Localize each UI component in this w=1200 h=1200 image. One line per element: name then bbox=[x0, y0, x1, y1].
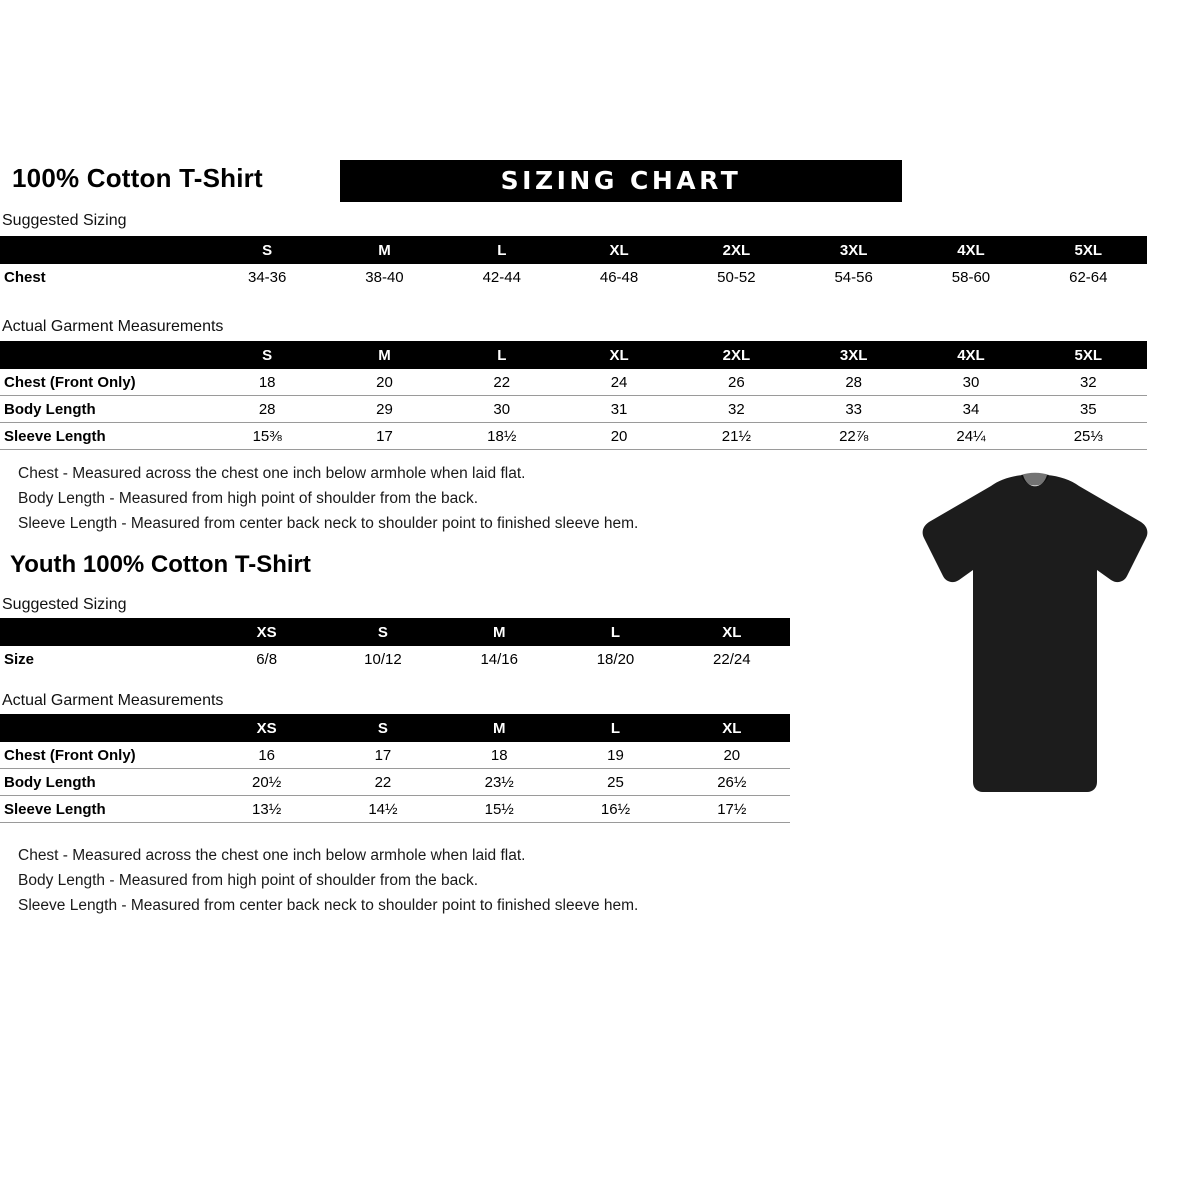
t-shirt-icon bbox=[895, 470, 1175, 810]
table-cell: 20½ bbox=[209, 769, 325, 796]
table-cell: 10/12 bbox=[364, 650, 402, 668]
row-label: Chest bbox=[4, 268, 46, 286]
table-cell: 17 bbox=[326, 423, 443, 450]
column-header: S bbox=[325, 714, 441, 742]
table-cell: 29 bbox=[326, 396, 443, 423]
note-line: Chest - Measured across the chest one inch below armhole when laid flat. bbox=[18, 465, 526, 482]
table-cell: 22/24 bbox=[713, 650, 751, 668]
row-label: Sleeve Length bbox=[0, 796, 209, 823]
column-header bbox=[0, 714, 209, 742]
table-cell: 22 bbox=[325, 769, 441, 796]
table-cell: 24 bbox=[560, 369, 677, 396]
table-cell: 21½ bbox=[678, 423, 795, 450]
column-header: L bbox=[557, 618, 673, 646]
table-row bbox=[0, 423, 1147, 450]
table-cell: 34-36 bbox=[247, 268, 287, 286]
note-line: Sleeve Length - Measured from center back neck to shoulder point to finished sleeve hem. bbox=[18, 897, 639, 914]
note-line: Body Length - Measured from high point of shoulder from the back. bbox=[18, 490, 479, 507]
row-label: Sleeve Length bbox=[0, 423, 209, 450]
adult-suggested-sizing-table bbox=[0, 236, 1147, 290]
table-cell: 35 bbox=[1030, 396, 1147, 423]
column-header: 5XL bbox=[1030, 341, 1147, 369]
column-header: M bbox=[441, 714, 557, 742]
table-cell: 25 bbox=[557, 769, 673, 796]
table-cell: 34 bbox=[912, 396, 1029, 423]
column-header: 3XL bbox=[795, 236, 912, 264]
youth-section-title: Youth 100% Cotton T-Shirt bbox=[10, 551, 311, 578]
column-header: S bbox=[209, 341, 326, 369]
table-cell: 62-64 bbox=[1069, 268, 1108, 286]
table-row bbox=[0, 646, 790, 672]
column-header bbox=[0, 236, 209, 264]
table-cell: 54-56 bbox=[834, 268, 873, 286]
youth-actual-measurements-table bbox=[0, 714, 790, 823]
table-cell: 15⅜ bbox=[209, 423, 326, 450]
table-cell: 16½ bbox=[557, 796, 673, 823]
column-header: XL bbox=[560, 236, 677, 264]
column-header: M bbox=[326, 341, 443, 369]
column-header: L bbox=[443, 341, 560, 369]
table-header-row bbox=[0, 341, 1147, 369]
table-cell: 30 bbox=[443, 396, 560, 423]
column-header bbox=[0, 618, 209, 646]
table-cell: 42-44 bbox=[482, 268, 521, 286]
adult-actual-measurements-table bbox=[0, 341, 1147, 450]
youth-measurement-notes bbox=[18, 843, 638, 918]
sizing-chart-banner bbox=[340, 160, 902, 202]
table-cell: 14/16 bbox=[480, 650, 518, 668]
table-cell: 31 bbox=[560, 396, 677, 423]
note-line: Sleeve Length - Measured from center back neck to shoulder point to finished sleeve hem. bbox=[18, 515, 639, 532]
table-cell: 13½ bbox=[209, 796, 325, 823]
table-cell: 6/8 bbox=[256, 650, 278, 668]
table-cell: 26½ bbox=[674, 769, 790, 796]
table-cell: 22⅞ bbox=[795, 423, 912, 450]
table-header-row bbox=[0, 618, 790, 646]
table-row bbox=[0, 369, 1147, 396]
adult-section-title: 100% Cotton T-Shirt bbox=[12, 163, 263, 193]
column-header: S bbox=[325, 618, 441, 646]
sizing-chart-banner-label: SIZING CHART bbox=[500, 166, 742, 195]
table-cell: 18/20 bbox=[596, 650, 635, 668]
column-header: 3XL bbox=[795, 341, 912, 369]
column-header: 5XL bbox=[1030, 236, 1147, 264]
table-cell: 30 bbox=[912, 369, 1029, 396]
adult-suggested-sizing-label: Suggested Sizing bbox=[2, 212, 127, 229]
column-header: XL bbox=[560, 341, 677, 369]
column-header: XL bbox=[674, 618, 790, 646]
table-cell: 18 bbox=[441, 742, 557, 769]
table-cell: 17 bbox=[325, 742, 441, 769]
row-label: Body Length bbox=[0, 396, 209, 423]
table-row bbox=[0, 796, 790, 823]
table-cell: 14½ bbox=[325, 796, 441, 823]
table-cell: 46-48 bbox=[599, 268, 639, 286]
table-cell: 38-40 bbox=[365, 268, 404, 286]
table-cell: 15½ bbox=[441, 796, 557, 823]
table-cell: 28 bbox=[209, 396, 326, 423]
column-header: 4XL bbox=[912, 236, 1029, 264]
table-row bbox=[0, 264, 1147, 290]
table-cell: 25⅓ bbox=[1030, 423, 1147, 450]
table-cell: 33 bbox=[795, 396, 912, 423]
table-row bbox=[0, 396, 1147, 423]
youth-suggested-sizing-label: Suggested Sizing bbox=[2, 596, 127, 613]
column-header: S bbox=[209, 236, 326, 264]
table-cell: 32 bbox=[678, 396, 795, 423]
table-cell: 23½ bbox=[441, 769, 557, 796]
column-header: XS bbox=[209, 618, 325, 646]
table-row bbox=[0, 769, 790, 796]
row-label: Chest (Front Only) bbox=[0, 742, 209, 769]
table-cell: 32 bbox=[1030, 369, 1147, 396]
table-cell: 20 bbox=[326, 369, 443, 396]
column-header: XS bbox=[209, 714, 325, 742]
table-cell: 24¼ bbox=[912, 423, 1029, 450]
column-header: M bbox=[441, 618, 557, 646]
column-header: 4XL bbox=[912, 341, 1029, 369]
t-shirt-illustration bbox=[895, 470, 1175, 810]
youth-actual-measurements-label: Actual Garment Measurements bbox=[2, 692, 224, 709]
table-cell: 19 bbox=[557, 742, 673, 769]
column-header: M bbox=[326, 236, 443, 264]
column-header: 2XL bbox=[678, 236, 795, 264]
column-header: 2XL bbox=[678, 341, 795, 369]
table-cell: 58-60 bbox=[951, 268, 991, 286]
row-label: Size bbox=[4, 650, 35, 668]
table-header-row bbox=[0, 714, 790, 742]
row-label: Body Length bbox=[0, 769, 209, 796]
table-cell: 16 bbox=[209, 742, 325, 769]
table-cell: 20 bbox=[560, 423, 677, 450]
column-header bbox=[0, 341, 209, 369]
table-cell: 22 bbox=[443, 369, 560, 396]
youth-suggested-sizing-table bbox=[0, 618, 790, 672]
note-line: Body Length - Measured from high point of shoulder from the back. bbox=[18, 872, 479, 889]
adult-actual-measurements-label: Actual Garment Measurements bbox=[2, 318, 224, 335]
table-cell: 18 bbox=[209, 369, 326, 396]
column-header: L bbox=[443, 236, 560, 264]
table-cell: 17½ bbox=[674, 796, 790, 823]
column-header: L bbox=[557, 714, 673, 742]
table-cell: 26 bbox=[678, 369, 795, 396]
table-cell: 20 bbox=[674, 742, 790, 769]
table-header-row bbox=[0, 236, 1147, 264]
table-cell: 28 bbox=[795, 369, 912, 396]
table-cell: 18½ bbox=[443, 423, 560, 450]
row-label: Chest (Front Only) bbox=[0, 369, 209, 396]
table-cell: 50-52 bbox=[717, 268, 756, 286]
adult-measurement-notes bbox=[18, 461, 638, 536]
table-row bbox=[0, 742, 790, 769]
note-line: Chest - Measured across the chest one inch below armhole when laid flat. bbox=[18, 847, 526, 864]
column-header: XL bbox=[674, 714, 790, 742]
